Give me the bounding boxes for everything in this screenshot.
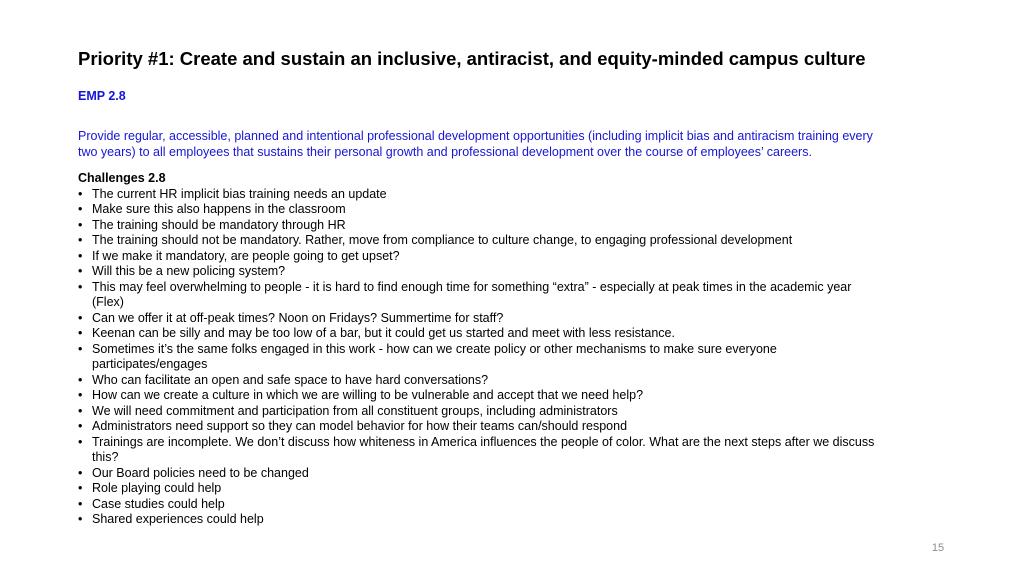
challenge-text: If we make it mandatory, are people going to get upset? (92, 248, 400, 263)
challenge-text: How can we create a culture in which we are willing to be vulnerable and accept that we need help? (92, 388, 644, 402)
challenge-text: The current HR implicit bias training needs an update (92, 186, 387, 201)
bullet-icon: • (78, 341, 83, 356)
bullet-icon: • (78, 512, 83, 526)
challenge-item (78, 249, 878, 265)
challenges-section (78, 171, 878, 528)
bullet-icon: • (78, 465, 83, 480)
challenge-text: Can we offer it at off-peak times? Noon on Fridays? Summertime for staff? (92, 310, 504, 325)
bullet-icon: • (78, 326, 83, 340)
challenge-text: Sometimes it’s the same folks engaged in this work - how can we create policy or other mechanisms to make sure everyone participates/engages (92, 341, 777, 371)
bullet-icon: • (78, 496, 83, 511)
challenge-item (78, 311, 878, 327)
bullet-icon: • (78, 233, 83, 247)
bullet-icon: • (78, 186, 83, 201)
challenge-item (78, 481, 878, 497)
challenge-text: Shared experiences could help (92, 512, 264, 526)
challenge-item (78, 497, 878, 513)
challenge-text: The training should not be mandatory. Rather, move from compliance to culture change, to engaging professional development (92, 233, 793, 247)
challenge-text: Trainings are incomplete. We don’t discuss how whiteness in America influences the people of color. What are the next steps after we discuss this? (92, 434, 875, 464)
bullet-icon: • (78, 481, 83, 495)
challenge-item (78, 326, 878, 342)
challenge-item (78, 187, 878, 203)
challenge-text: Keenan can be silly and may be too low of a bar, but it could get us started and meet with less resistance. (92, 326, 675, 340)
bullet-icon: • (78, 248, 83, 263)
challenge-item (78, 512, 878, 528)
challenge-item (78, 202, 878, 218)
bullet-icon: • (78, 310, 83, 325)
challenge-text: Will this be a new policing system? (92, 264, 286, 278)
challenge-item (78, 233, 878, 249)
challenge-item (78, 466, 878, 482)
challenge-text: Our Board policies need to be changed (92, 465, 309, 480)
bullet-icon: • (78, 279, 83, 294)
challenge-text: Administrators need support so they can model behavior for how their teams can/should respond (92, 419, 628, 433)
challenge-item (78, 388, 878, 404)
bullet-icon: • (78, 403, 83, 418)
challenge-item (78, 404, 878, 420)
challenge-text: This may feel overwhelming to people - it is hard to find enough time for something “extra” - especially at peak times in the academic year (Flex) (92, 279, 852, 309)
challenge-item (78, 419, 878, 435)
challenge-text: We will need commitment and participation from all constituent groups, including administrators (92, 403, 618, 418)
challenges-list (78, 187, 878, 528)
bullet-icon: • (78, 372, 83, 387)
challenge-text: Make sure this also happens in the classroom (92, 202, 346, 216)
challenge-item (78, 373, 878, 389)
slide-title: Priority #1: Create and sustain an inclusive, antiracist, and equity-minded campus culture (78, 48, 866, 69)
challenge-item (78, 342, 878, 373)
bullet-icon: • (78, 264, 83, 278)
challenge-text: Role playing could help (92, 481, 222, 495)
challenge-item (78, 435, 878, 466)
challenge-text: Case studies could help (92, 496, 225, 511)
emp-description: Provide regular, accessible, planned and intentional professional development opportunities (including implicit bias and antiracism training every two years) to all employees that sustains their personal growth and professional development over the course of employees’ careers. (78, 129, 873, 159)
challenge-text: The training should be mandatory through HR (92, 217, 346, 232)
challenge-text: Who can facilitate an open and safe space to have hard conversations? (92, 372, 489, 387)
challenge-item (78, 218, 878, 234)
emp-label: EMP 2.8 (78, 89, 126, 103)
bullet-icon: • (78, 202, 83, 216)
bullet-icon: • (78, 388, 83, 402)
bullet-icon: • (78, 217, 83, 232)
challenges-heading: Challenges 2.8 (78, 171, 166, 185)
bullet-icon: • (78, 434, 83, 449)
bullet-icon: • (78, 419, 83, 433)
page-number: 15 (931, 542, 945, 554)
challenge-item (78, 264, 878, 280)
challenge-item (78, 280, 878, 311)
